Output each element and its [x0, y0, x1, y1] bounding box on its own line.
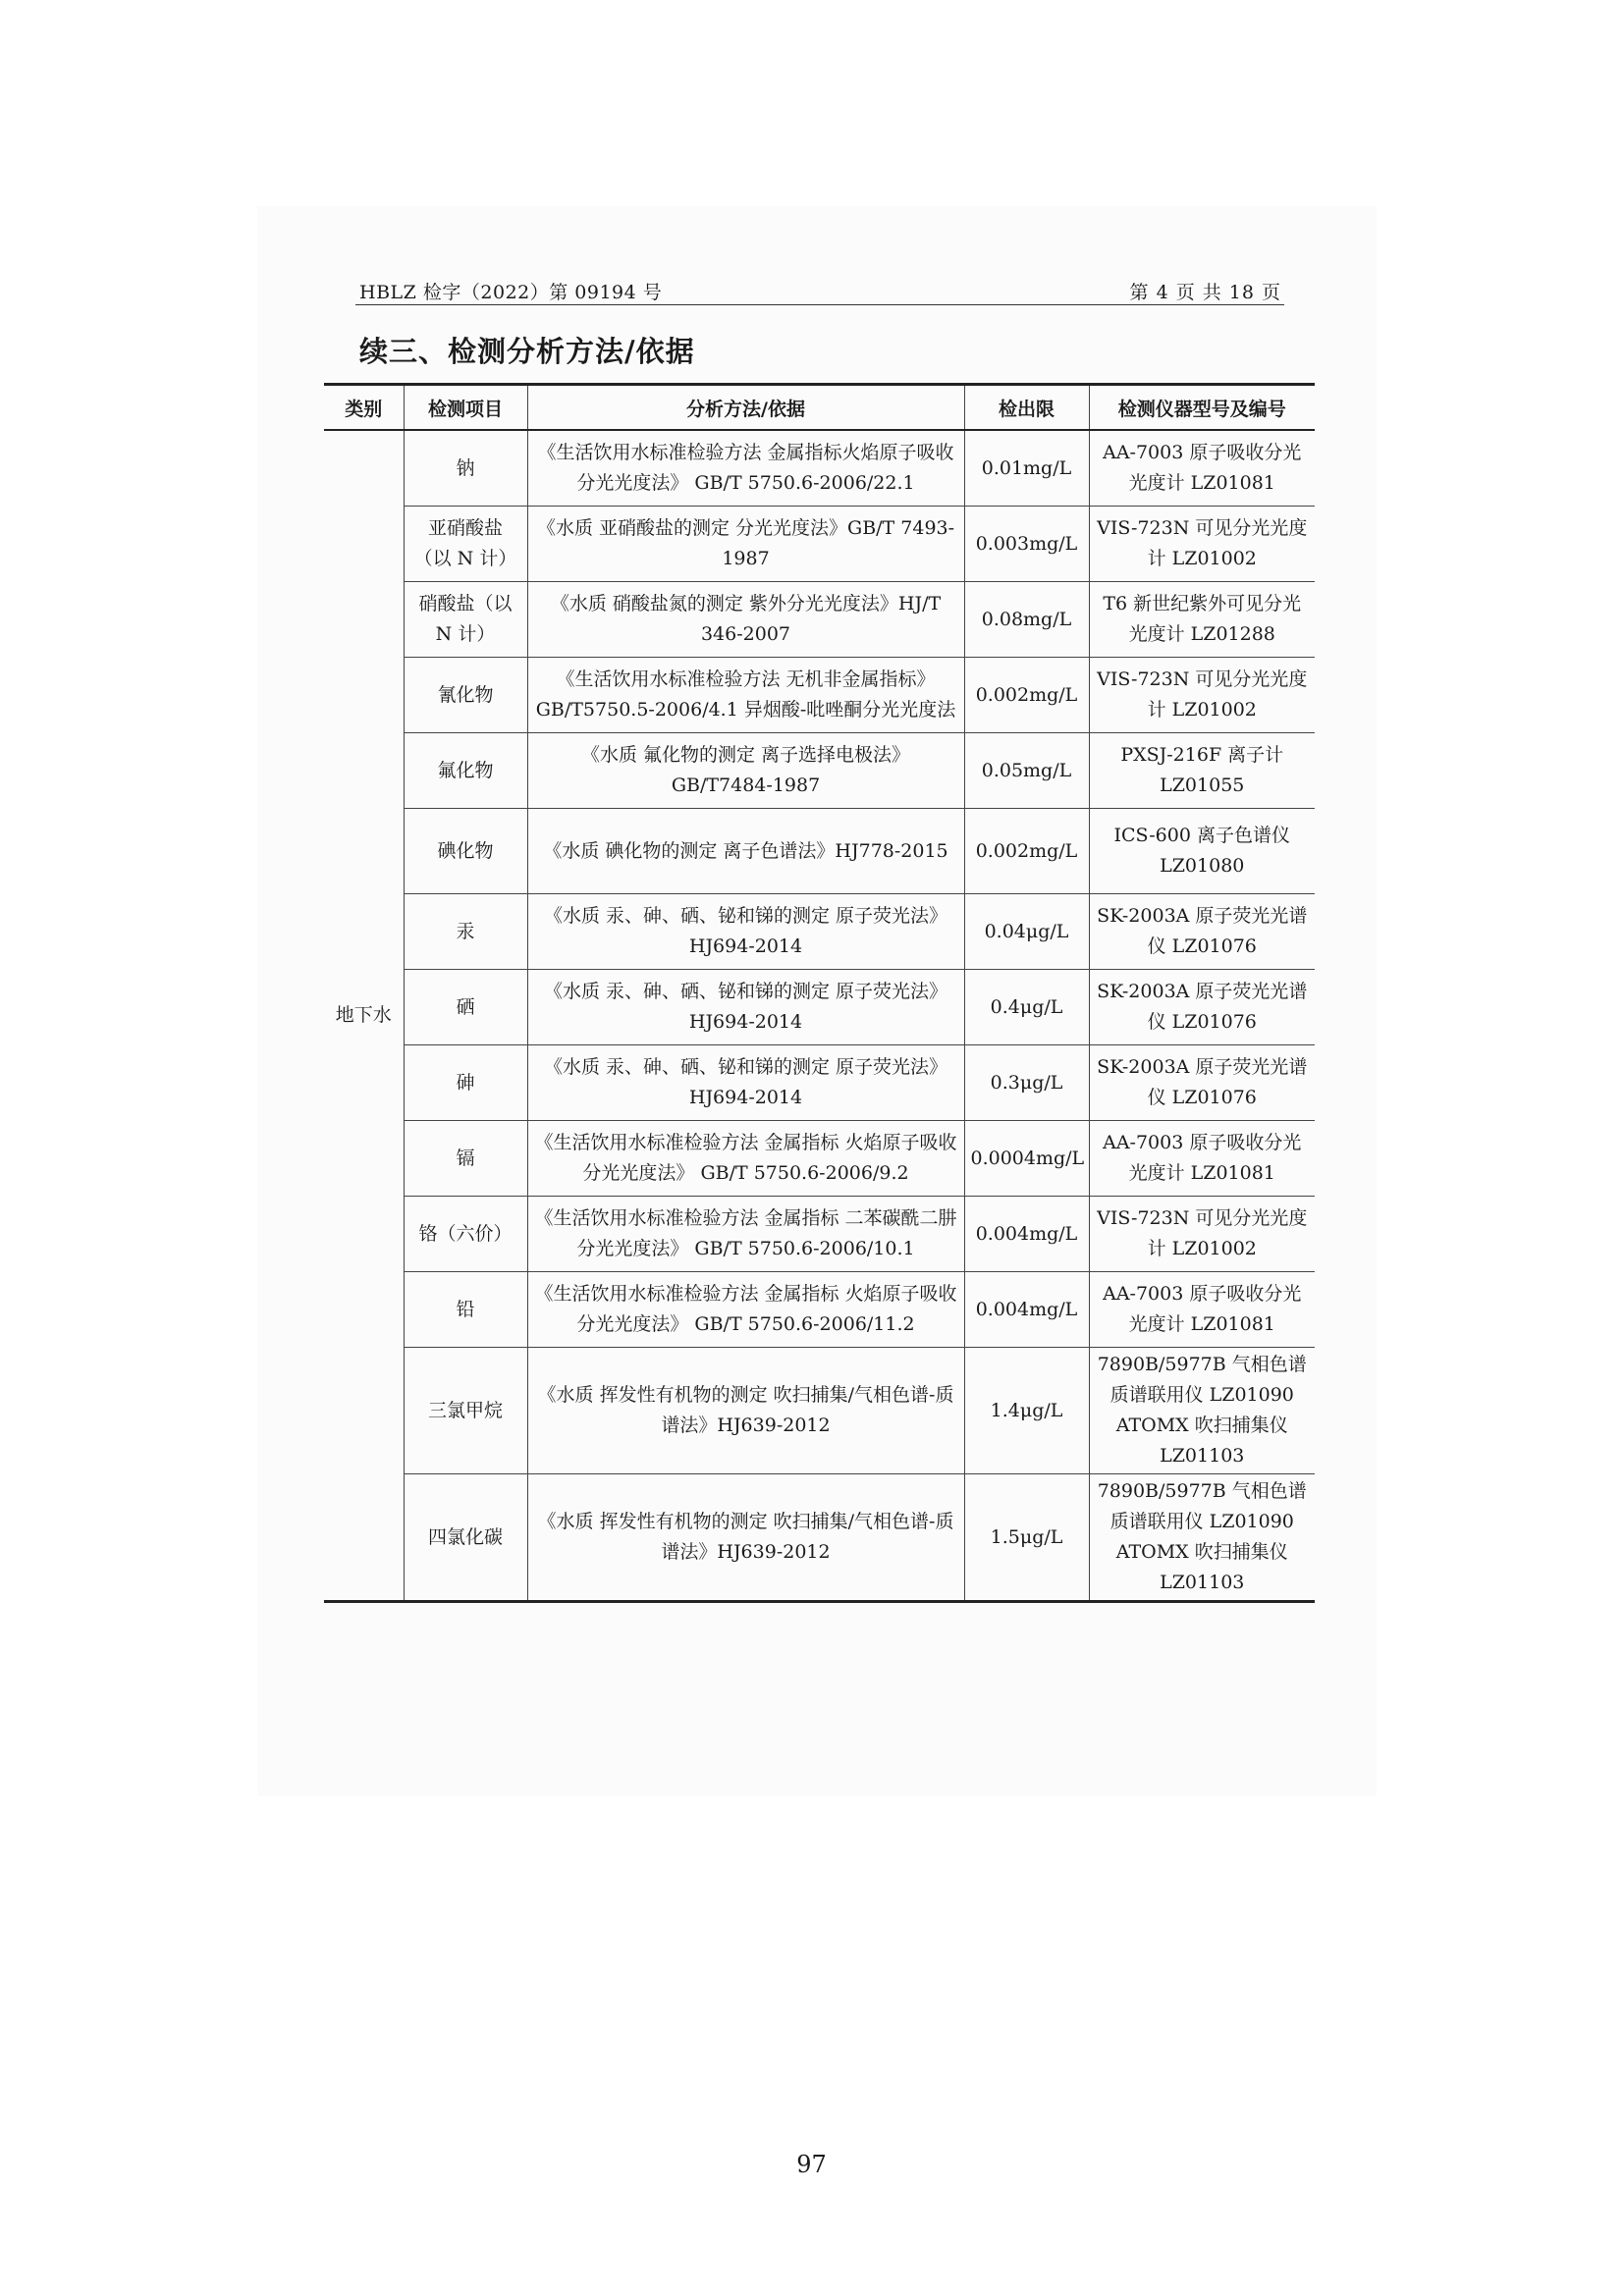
- method-cell: 《水质 挥发性有机物的测定 吹扫捕集/气相色谱-质谱法》HJ639-2012: [527, 1474, 964, 1602]
- instrument-cell: VIS-723N 可见分光光度计 LZ01002: [1089, 1197, 1315, 1272]
- item-cell: 硒: [404, 970, 527, 1045]
- method-cell: 《水质 碘化物的测定 离子色谱法》HJ778-2015: [527, 809, 964, 894]
- item-cell: 铬（六价）: [404, 1197, 527, 1272]
- item-cell: 砷: [404, 1045, 527, 1121]
- method-cell: 《水质 挥发性有机物的测定 吹扫捕集/气相色谱-质谱法》HJ639-2012: [527, 1348, 964, 1474]
- methods-table: [324, 383, 1315, 1603]
- item-cell: 三氯甲烷: [404, 1348, 527, 1474]
- item-cell: 碘化物: [404, 809, 527, 894]
- table-row: [324, 1197, 1315, 1272]
- limit-cell: 0.002mg/L: [964, 809, 1089, 894]
- table-row: [324, 1045, 1315, 1121]
- table-row: [324, 1474, 1315, 1602]
- table-row: [324, 1272, 1315, 1348]
- item-cell: 汞: [404, 894, 527, 970]
- col-header-instrument: 检测仪器型号及编号: [1089, 385, 1315, 431]
- table-row: [324, 1121, 1315, 1197]
- category-label: 地下水: [335, 1004, 392, 1026]
- col-header-limit: 检出限: [964, 385, 1089, 431]
- item-cell: 硝酸盐（以 N 计）: [404, 582, 527, 658]
- instrument-cell: SK-2003A 原子荧光光谱仪 LZ01076: [1089, 1045, 1315, 1121]
- limit-cell: 0.4μg/L: [964, 970, 1089, 1045]
- method-cell: 《水质 亚硝酸盐的测定 分光光度法》GB/T 7493-1987: [527, 507, 964, 582]
- limit-cell: 0.0004mg/L: [964, 1121, 1089, 1197]
- instrument-cell: T6 新世纪紫外可见分光光度计 LZ01288: [1089, 582, 1315, 658]
- table-header-row: [324, 385, 1315, 431]
- limit-cell: 0.003mg/L: [964, 507, 1089, 582]
- section-title: 续三、检测分析方法/依据: [359, 335, 695, 368]
- instrument-cell: VIS-723N 可见分光光度计 LZ01002: [1089, 658, 1315, 733]
- table-row: [324, 809, 1315, 894]
- item-cell: 钠: [404, 430, 527, 507]
- limit-cell: 0.3μg/L: [964, 1045, 1089, 1121]
- instrument-cell: AA-7003 原子吸收分光光度计 LZ01081: [1089, 430, 1315, 507]
- limit-cell: 0.01mg/L: [964, 430, 1089, 507]
- item-cell: 镉: [404, 1121, 527, 1197]
- item-cell: 亚硝酸盐（以 N 计）: [404, 507, 527, 582]
- item-cell: 氟化物: [404, 733, 527, 809]
- category-cell: [324, 430, 404, 1602]
- instrument-cell: AA-7003 原子吸收分光光度计 LZ01081: [1089, 1272, 1315, 1348]
- method-cell: 《生活饮用水标准检验方法 金属指标火焰原子吸收分光光度法》 GB/T 5750.6-2006/22.1: [527, 430, 964, 507]
- method-cell: 《水质 氟化物的测定 离子选择电极法》GB/T7484-1987: [527, 733, 964, 809]
- instrument-cell: PXSJ-216F 离子计 LZ01055: [1089, 733, 1315, 809]
- page-info: 第 4 页 共 18 页: [1129, 282, 1281, 303]
- method-cell: 《生活饮用水标准检验方法 无机非金属指标》GB/T5750.5-2006/4.1 异烟酸-吡唑酮分光光度法: [527, 658, 964, 733]
- limit-cell: 0.04μg/L: [964, 894, 1089, 970]
- table-row: [324, 430, 1315, 507]
- method-cell: 《水质 汞、砷、硒、铋和锑的测定 原子荧光法》HJ694-2014: [527, 1045, 964, 1121]
- instrument-cell: SK-2003A 原子荧光光谱仪 LZ01076: [1089, 970, 1315, 1045]
- limit-cell: 0.004mg/L: [964, 1197, 1089, 1272]
- limit-cell: 0.004mg/L: [964, 1272, 1089, 1348]
- table-row: [324, 894, 1315, 970]
- method-cell: 《生活饮用水标准检验方法 金属指标 火焰原子吸收分光光度法》 GB/T 5750.6-2006/9.2: [527, 1121, 964, 1197]
- limit-cell: 0.08mg/L: [964, 582, 1089, 658]
- header-rule: [355, 304, 1284, 305]
- item-cell: 氰化物: [404, 658, 527, 733]
- method-cell: 《水质 硝酸盐氮的测定 紫外分光光度法》HJ/T 346-2007: [527, 582, 964, 658]
- instrument-cell: 7890B/5977B 气相色谱质谱联用仪 LZ01090 ATOMX 吹扫捕集仪 LZ01103: [1089, 1474, 1315, 1602]
- limit-cell: 0.002mg/L: [964, 658, 1089, 733]
- method-cell: 《生活饮用水标准检验方法 金属指标 二苯碳酰二肼分光光度法》 GB/T 5750.6-2006/10.1: [527, 1197, 964, 1272]
- item-cell: 四氯化碳: [404, 1474, 527, 1602]
- item-cell: 铅: [404, 1272, 527, 1348]
- col-header-item: 检测项目: [404, 385, 527, 431]
- col-header-method: 分析方法/依据: [527, 385, 964, 431]
- table-row: [324, 582, 1315, 658]
- method-cell: 《水质 汞、砷、硒、铋和锑的测定 原子荧光法》HJ694-2014: [527, 894, 964, 970]
- report-number: HBLZ 检字（2022）第 09194 号: [359, 282, 663, 303]
- table-row: [324, 507, 1315, 582]
- instrument-cell: AA-7003 原子吸收分光光度计 LZ01081: [1089, 1121, 1315, 1197]
- method-cell: 《生活饮用水标准检验方法 金属指标 火焰原子吸收分光光度法》 GB/T 5750.6-2006/11.2: [527, 1272, 964, 1348]
- instrument-cell: 7890B/5977B 气相色谱质谱联用仪 LZ01090 ATOMX 吹扫捕集仪 LZ01103: [1089, 1348, 1315, 1474]
- table-row: [324, 658, 1315, 733]
- limit-cell: 1.4μg/L: [964, 1348, 1089, 1474]
- col-header-category: 类别: [324, 385, 404, 431]
- instrument-cell: ICS-600 离子色谱仪 LZ01080: [1089, 809, 1315, 894]
- table-row: [324, 1348, 1315, 1474]
- limit-cell: 1.5μg/L: [964, 1474, 1089, 1602]
- method-cell: 《水质 汞、砷、硒、铋和锑的测定 原子荧光法》HJ694-2014: [527, 970, 964, 1045]
- instrument-cell: SK-2003A 原子荧光光谱仪 LZ01076: [1089, 894, 1315, 970]
- page-number: 97: [796, 2151, 827, 2178]
- limit-cell: 0.05mg/L: [964, 733, 1089, 809]
- instrument-cell: VIS-723N 可见分光光度计 LZ01002: [1089, 507, 1315, 582]
- table-row: [324, 733, 1315, 809]
- table-row: [324, 970, 1315, 1045]
